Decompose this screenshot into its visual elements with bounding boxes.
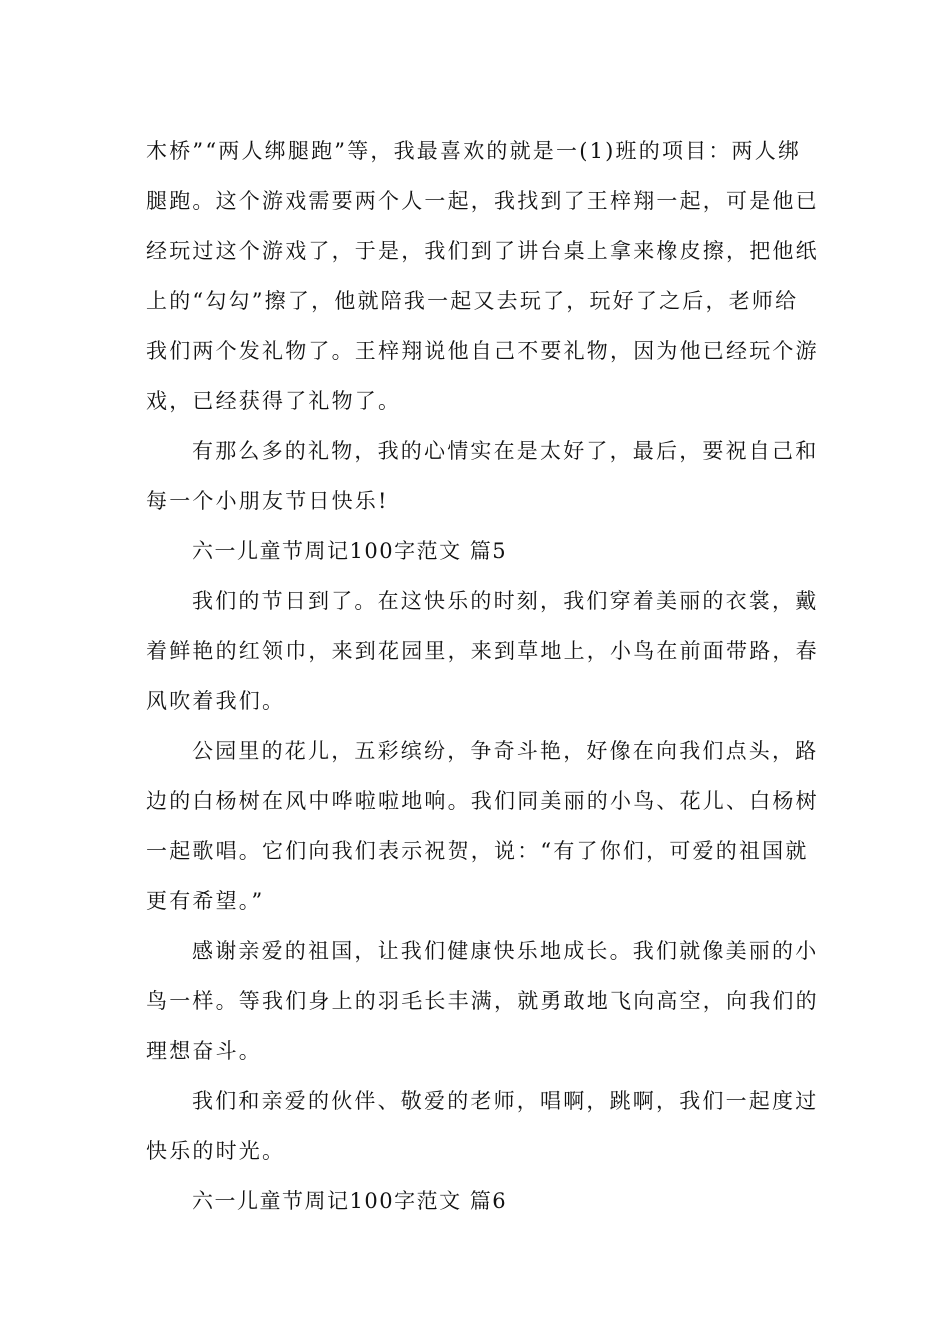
paragraph-line: 感谢亲爱的祖国，让我们健康快乐地成长。我们就像美丽的小 — [192, 939, 819, 963]
paragraph-line: 一起歌唱。它们向我们表示祝贺，说：“有了你们，可爱的祖国就 — [146, 839, 809, 863]
paragraph-line: 理想奋斗。 — [146, 1039, 262, 1063]
paragraph-line: 边的白杨树在风中哗啦啦地响。我们同美丽的小鸟、花儿、白杨树 — [146, 789, 819, 813]
paragraph-line: 鸟一样。等我们身上的羽毛长丰满，就勇敢地飞向高空，向我们的 — [146, 989, 819, 1013]
paragraph-line: 更有希望。” — [146, 889, 265, 913]
paragraph-line: 木桥”“两人绑腿跑”等，我最喜欢的就是一(1)班的项目：两人绑 — [146, 139, 802, 163]
paragraph-line: 我们和亲爱的伙伴、敬爱的老师，唱啊，跳啊，我们一起度过 — [192, 1089, 819, 1113]
section-heading: 六一儿童节周记100字范文 篇5 — [192, 539, 508, 563]
paragraph-line: 腿跑。这个游戏需要两个人一起，我找到了王梓翔一起，可是他已 — [146, 189, 819, 213]
paragraph-line: 快乐的时光。 — [146, 1139, 286, 1163]
paragraph-line: 我们两个发礼物了。王梓翔说他自己不要礼物，因为他已经玩个游 — [146, 339, 819, 363]
paragraph-line: 公园里的花儿，五彩缤纷，争奇斗艳，好像在向我们点头，路 — [192, 739, 819, 763]
paragraph-line: 经玩过这个游戏了，于是，我们到了讲台桌上拿来橡皮擦，把他纸 — [146, 239, 819, 263]
paragraph-line: 每一个小朋友节日快乐! — [146, 489, 389, 513]
paragraph-line: 有那么多的礼物，我的心情实在是太好了，最后，要祝自己和 — [192, 439, 819, 463]
section-heading: 六一儿童节周记100字范文 篇6 — [192, 1189, 508, 1213]
paragraph-line: 上的“勾勾”擦了，他就陪我一起又去玩了，玩好了之后，老师给 — [146, 289, 799, 313]
paragraph-line: 戏，已经获得了礼物了。 — [146, 389, 402, 413]
paragraph-line: 风吹着我们。 — [146, 689, 286, 713]
paragraph-line: 着鲜艳的红领巾，来到花园里，来到草地上，小鸟在前面带路，春 — [146, 639, 819, 663]
paragraph-line: 我们的节日到了。在这快乐的时刻，我们穿着美丽的衣裳，戴 — [192, 589, 819, 613]
